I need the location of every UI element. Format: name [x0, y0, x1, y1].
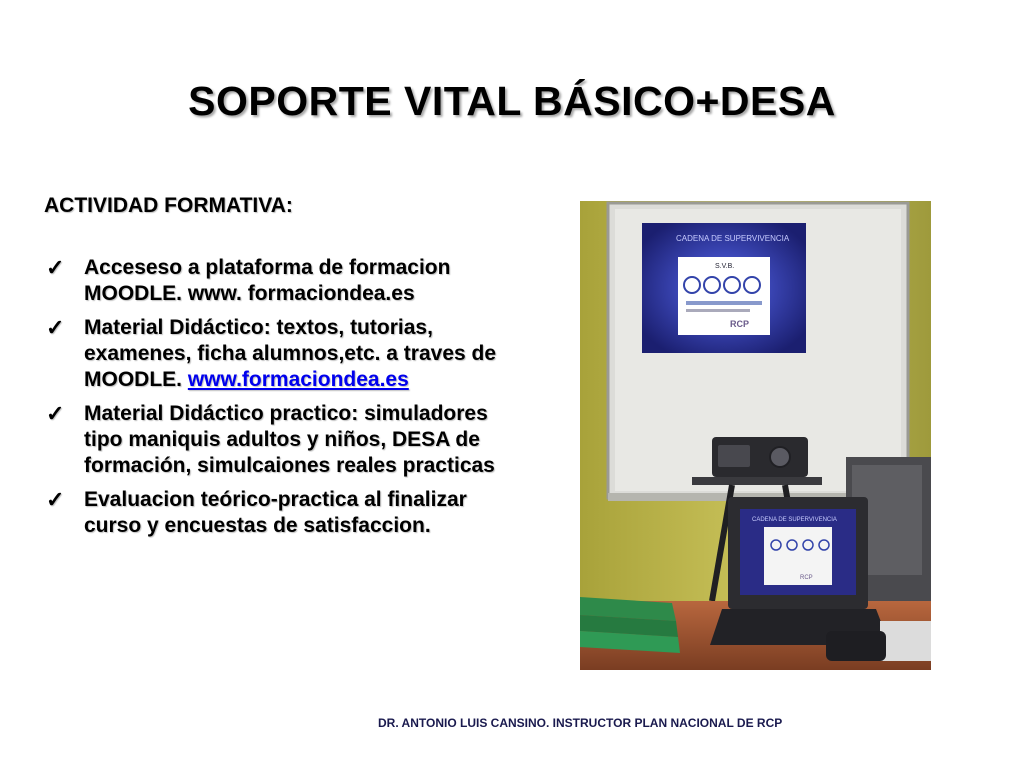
- bullet-text: Material Didáctico practico: simuladores tipo maniquis adultos y niños, DESA de formación, simulcaiones reales practicas: [84, 402, 495, 477]
- classroom-photo: [580, 201, 931, 670]
- bullet-item: [44, 255, 504, 307]
- bullet-item: [44, 487, 504, 539]
- bullet-text: Acceseso a plataforma de formacion MOODLE. www. formaciondea.es: [84, 256, 451, 305]
- bullet-text: Material Didáctico: textos, tutorias, examenes, ficha alumnos,etc. a traves de MOODLE.: [84, 316, 497, 391]
- footer-credit: DR. ANTONIO LUIS CANSINO. INSTRUCTOR PLAN NACIONAL DE RCP: [378, 716, 783, 730]
- bullet-item: [44, 315, 504, 393]
- checkmark-icon: ✓: [46, 487, 65, 512]
- svg-text:S.V.B.: S.V.B.: [715, 263, 735, 270]
- checkmark-icon: ✓: [46, 255, 65, 280]
- slide-title: SOPORTE VITAL BÁSICO+DESA: [188, 78, 836, 124]
- svg-text:RCP: RCP: [730, 319, 750, 329]
- svg-text:CADENA DE SUPERVIVENCIA: CADENA DE SUPERVIVENCIA: [752, 517, 837, 523]
- svg-text:CADENA DE SUPERVIVENCIA: CADENA DE SUPERVIVENCIA: [676, 234, 790, 243]
- checkmark-icon: ✓: [46, 401, 65, 426]
- bullet-item: [44, 401, 504, 479]
- bullet-text: Evaluacion teórico-practica al finalizar curso y encuestas de satisfaccion.: [84, 488, 467, 537]
- moodle-link[interactable]: www.formaciondea.es: [187, 368, 409, 391]
- classroom-photo-illustration: [580, 201, 931, 670]
- bullet-list: [44, 255, 504, 547]
- svg-text:RCP: RCP: [800, 575, 813, 581]
- section-heading: ACTIVIDAD FORMATIVA:: [44, 194, 293, 217]
- checkmark-icon: ✓: [46, 315, 65, 340]
